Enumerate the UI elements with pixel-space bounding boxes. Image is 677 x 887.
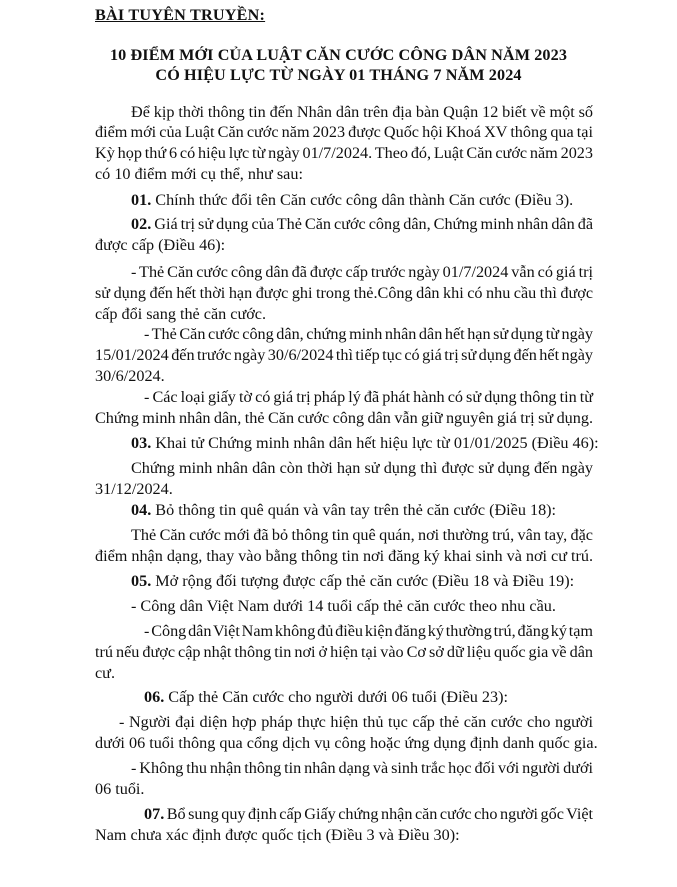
body-line: [144, 687, 508, 707]
body-line: [95, 143, 593, 163]
body-line: [144, 387, 593, 407]
line-text: điểm mới của Luật Căn cước năm 2023 được Quốc hội Khoá XV thông qua tại: [95, 123, 593, 141]
document-heading: BÀI TUYÊN TRUYỀN:: [95, 6, 266, 24]
body-line: [131, 102, 593, 122]
body-line: [95, 366, 165, 386]
line-text: trú nếu được cập nhật thông tin nơi ở hiện tại vào Cơ sở dữ liệu quốc gia về dân: [95, 643, 593, 661]
line-text: - Không thu nhận thông tin nhân dạng và sinh trắc học đối với người dưới: [131, 759, 593, 777]
body-line: [144, 804, 593, 824]
body-line: [131, 500, 556, 520]
item-number: 04.: [131, 501, 152, 519]
line-text: - Các loại giấy tờ có giá trị pháp lý đã phát hành có sử dụng thông tin từ: [144, 388, 593, 406]
item-number: 01.: [131, 191, 152, 209]
line-text: 31/12/2024.: [95, 480, 173, 498]
body-line: [95, 733, 598, 753]
body-line: [95, 122, 593, 142]
body-line: [131, 525, 593, 545]
line-text: - Thẻ Căn cước công dân đã được cấp trước ngày 01/7/2024 vẫn có giá trị: [131, 263, 593, 281]
line-text: Bổ sung quy định cấp Giấy chứng nhận căn cước cho người gốc Việt: [164, 805, 593, 823]
body-line: [131, 433, 599, 453]
line-text: - Công dân Việt Nam không đủ điều kiện đăng ký thường trú, đăng ký tạm: [144, 622, 593, 640]
line-text: được cấp (Điều 46):: [95, 236, 226, 254]
line-text: 30/6/2024.: [95, 367, 165, 385]
line-text: 06 tuổi.: [95, 780, 145, 798]
item-number: 02.: [131, 215, 152, 233]
item-number: 05.: [131, 572, 152, 590]
body-line: [95, 408, 593, 428]
document-title-line-1: 10 ĐIỂM MỚI CỦA LUẬT CĂN CƯỚC CÔNG DÂN NĂM 2023: [109, 46, 568, 64]
line-text: Mở rộng đối tượng được cấp thẻ căn cước (Điều 18 và Điều 19):: [151, 572, 575, 590]
body-line: [131, 190, 573, 210]
document-title-line-2: CÓ HIỆU LỰC TỪ NGÀY 01 THÁNG 7 NĂM 2024: [155, 66, 522, 84]
line-text: 15/01/2024 đến trước ngày 30/6/2024 thì tiếp tục có giá trị sử dụng đến hết ngày: [95, 346, 593, 364]
body-line: [95, 663, 115, 683]
line-text: - Công dân Việt Nam dưới 14 tuổi cấp thẻ căn cước theo nhu cầu.: [131, 597, 556, 615]
body-line: [131, 571, 574, 591]
line-text: Bỏ thông tin quê quán và vân tay trên thẻ căn cước (Điều 18):: [151, 501, 557, 519]
body-line: [95, 345, 593, 365]
line-text: Để kịp thời thông tin đến Nhân dân trên địa bàn Quận 12 biết về một số: [131, 103, 593, 121]
line-text: Khai tử Chứng minh nhân dân hết hiệu lực từ 01/01/2025 (Điều 46):: [151, 434, 599, 452]
body-line: [95, 304, 266, 324]
line-text: cư.: [95, 664, 116, 682]
item-number: 03.: [131, 434, 152, 452]
body-line: [95, 642, 593, 662]
line-text: Chính thức đổi tên Căn cước công dân thành Căn cước (Điều 3).: [151, 191, 574, 209]
body-line: [95, 283, 593, 303]
line-text: - Thẻ Căn cước công dân, chứng minh nhân dân hết hạn sử dụng từ ngày: [144, 325, 593, 343]
body-line: [131, 214, 593, 234]
item-number: 07.: [144, 805, 165, 823]
item-number: 06.: [144, 688, 165, 706]
body-line: [119, 712, 593, 732]
body-line: [95, 479, 173, 499]
line-text: Chứng minh nhân dân, thẻ Căn cước công dân vẫn giữ nguyên giá trị sử dụng.: [95, 409, 593, 427]
body-line: [95, 825, 460, 845]
body-line: [131, 596, 556, 616]
line-text: sử dụng đến hết thời hạn được ghi trong thẻ.Công dân khi có nhu cầu thì được: [95, 284, 593, 302]
body-line: [95, 235, 225, 255]
body-line: [95, 779, 144, 799]
line-text: Giá trị sử dụng của Thẻ Căn cước công dân, Chứng minh nhân dân đã: [151, 215, 593, 233]
body-line: [144, 621, 593, 641]
body-line: [131, 262, 593, 282]
body-line: [144, 324, 593, 344]
line-text: Kỳ họp thứ 6 có hiệu lực từ ngày 01/7/2024. Theo đó, Luật Căn cước năm 2023: [95, 144, 593, 162]
line-text: có 10 điểm mới cụ thể, như sau:: [95, 165, 303, 183]
line-text: - Người đại diện hợp pháp thực hiện thủ tục cấp thẻ căn cước cho người: [119, 713, 593, 731]
body-line: [95, 546, 593, 566]
body-line: [95, 164, 303, 184]
body-line: [131, 458, 593, 478]
line-text: Nam chưa xác định được quốc tịch (Điều 3 và Điều 30):: [95, 826, 460, 844]
line-text: Thẻ Căn cước mới đã bỏ thông tin quê quán, nơi thường trú, vân tay, đặc: [131, 526, 593, 544]
line-text: Chứng minh nhân dân còn thời hạn sử dụng thì được sử dụng đến ngày: [131, 459, 593, 477]
line-text: Cấp thẻ Căn cước cho người dưới 06 tuổi (Điều 23):: [164, 688, 508, 706]
line-text: điểm nhận dạng, thay vào bằng thông tin nơi đăng ký khai sinh và nơi cư trú.: [95, 547, 593, 565]
line-text: cấp đổi sang thẻ căn cước.: [95, 305, 267, 323]
body-line: [131, 758, 593, 778]
line-text: dưới 06 tuổi thông qua cổng dịch vụ công hoặc ứng dụng định danh quốc gia.: [95, 734, 598, 752]
